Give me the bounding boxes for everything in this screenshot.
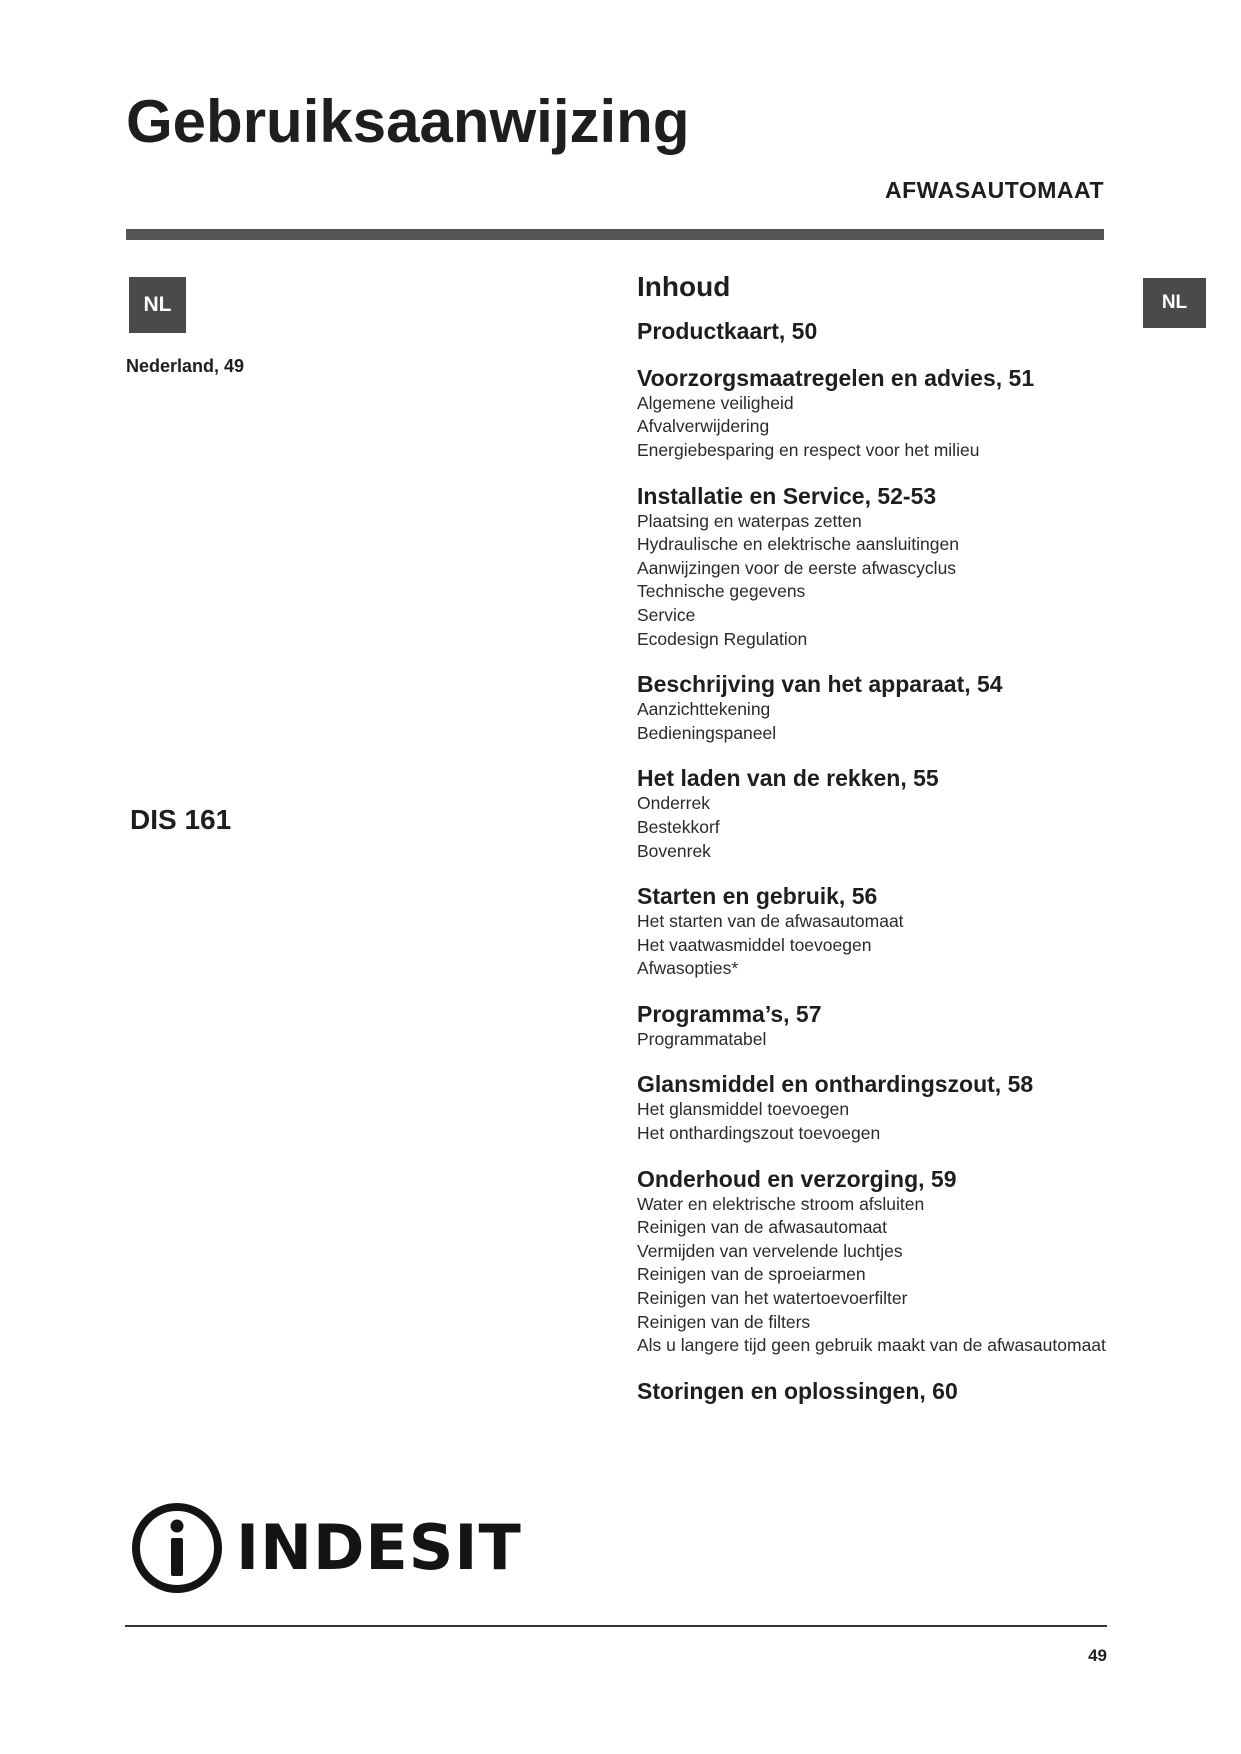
toc-subitem: Het onthardingszout toevoegen [637,1123,881,1144]
toc-subitem: Vermijden van vervelende luchtjes [637,1240,903,1261]
toc-section [637,764,1137,863]
toc-subitem: Plaatsing en waterpas zetten [637,510,862,531]
toc-subitem: Reinigen van de sproeiarmen [637,1264,866,1285]
toc-subitem: Algemene veiligheid [637,392,794,413]
toc-section-title: Voorzorgsmaatregelen en advies, 51 [637,364,1035,391]
model-number: DIS 161 [130,804,232,835]
toc-subitem: Afwasopties* [637,958,739,979]
indesit-i-icon [130,1501,224,1595]
toc-subitem: Hydraulische en elektrische aansluitingen [637,534,959,555]
toc-subitem: Het starten van de afwasautomaat [637,911,904,932]
toc-section [637,1165,1137,1358]
toc-section-title: Productkaart, 50 [637,317,818,344]
toc-section [637,1377,1137,1405]
toc-section-title: Het laden van de rekken, 55 [637,765,939,792]
toc-section-title: Starten en gebruik, 56 [637,883,878,910]
toc-section [637,670,1137,745]
language-entry: Nederland, 49 [126,356,245,376]
table-of-contents [637,272,1137,1424]
toc-section-title: Glansmiddel en onthardingszout, 58 [637,1071,1034,1098]
toc-subitem: Als u langere tijd geen gebruik maakt van de afwasautomaat [637,1335,1106,1356]
language-side-tab: NL [1143,278,1206,328]
toc-heading: Inhoud [637,271,731,302]
toc-subitem: Reinigen van de afwasautomaat [637,1217,888,1238]
logo-wordmark: INDESIT [236,1511,522,1584]
toc-section [637,482,1137,652]
toc-subitem: Reinigen van de filters [637,1311,811,1332]
toc-subitem: Service [637,604,696,625]
toc-subitem: Water en elektrische stroom afsluiten [637,1193,925,1214]
document-subtitle: AFWASAUTOMAAT [884,177,1104,203]
toc-subitem: Aanzichttekening [637,699,771,720]
toc-subitem: Het glansmiddel toevoegen [637,1099,850,1120]
toc-subitem: Bestekkorf [637,816,720,837]
toc-section [637,317,1137,345]
toc-section-title: Installatie en Service, 52-53 [637,482,937,509]
toc-section [637,882,1137,981]
toc-subitem: Aanwijzingen voor de eerste afwascyclus [637,557,957,578]
toc-section [637,1000,1137,1052]
language-badge: NL [129,277,186,333]
toc-section [637,364,1137,463]
footer-divider [125,1625,1107,1627]
toc-subitem: Reinigen van het watertoevoerfilter [637,1288,908,1309]
toc-subitem: Onderrek [637,793,710,814]
toc-section-title: Onderhoud en verzorging, 59 [637,1165,957,1192]
toc-section-title: Storingen en oplossingen, 60 [637,1377,958,1404]
header-divider [126,229,1104,240]
toc-subitem: Het vaatwasmiddel toevoegen [637,934,872,955]
toc-section-title: Beschrijving van het apparaat, 54 [637,671,1003,698]
toc-subitem: Bedieningspaneel [637,722,777,743]
toc-section [637,1070,1137,1145]
toc-sections [637,317,1137,1405]
toc-section-title: Programma’s, 57 [637,1000,822,1027]
toc-subitem: Afvalverwijdering [637,416,770,437]
toc-subitem: Energiebesparing en respect voor het milieu [637,439,980,460]
toc-subitem: Bovenrek [637,840,711,861]
toc-subitem: Ecodesign Regulation [637,628,808,649]
page-number: 49 [1088,1646,1107,1665]
page-title: Gebruiksaanwijzing [126,88,690,155]
toc-subitem: Technische gegevens [637,581,806,602]
indesit-logo [130,1500,522,1595]
toc-subitem: Programmatabel [637,1028,767,1049]
